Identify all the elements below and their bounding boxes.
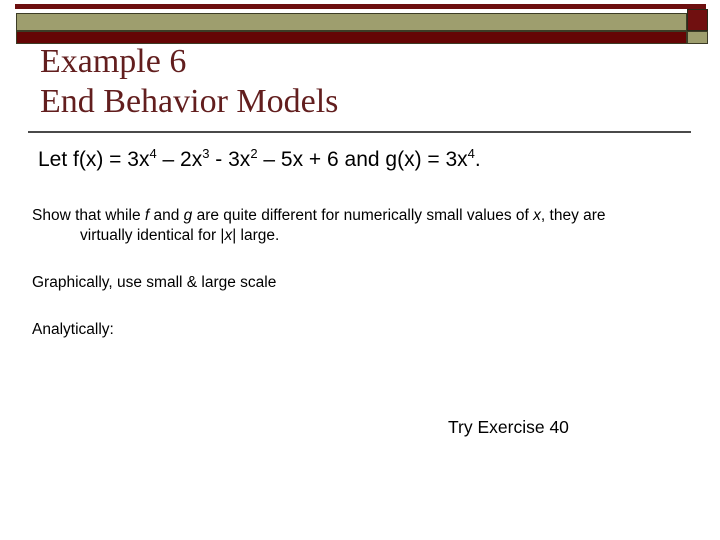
title-underline-rule (28, 131, 691, 133)
text-segment: , they are (540, 207, 606, 224)
text-segment: virtually identical for | (80, 226, 225, 244)
title-line-1: Example 6 (40, 43, 187, 80)
function-definitions-line (38, 141, 481, 173)
header-thin-maroon-bar (15, 4, 706, 9)
italic-x: x (533, 207, 541, 224)
text-segment: | large. (232, 226, 280, 244)
instruction-line-1 (32, 206, 682, 226)
exponent: 4 (467, 146, 475, 161)
text-segment: Show that while (32, 207, 145, 224)
formula-segment: Let f(x) = 3x (38, 148, 150, 171)
text-segment: and (149, 207, 184, 224)
instruction-paragraph (32, 206, 682, 245)
formula-segment: – 5x + 6 and g(x) = 3x (257, 148, 468, 171)
exponent: 4 (149, 146, 157, 161)
formula-segment: . (474, 148, 481, 171)
formula-segment: - 3x (209, 148, 251, 171)
exponent: 2 (250, 146, 258, 161)
header-tan-bar (16, 13, 687, 31)
italic-g: g (183, 207, 193, 224)
slide-title (40, 42, 338, 122)
try-exercise-note: Try Exercise 40 (448, 417, 569, 437)
exponent: 3 (202, 146, 210, 161)
analytically-line: Analytically: (32, 321, 114, 338)
text-segment: are quite different for numerically small values of (192, 207, 534, 224)
italic-x: x (224, 226, 233, 244)
header-maroon-square (687, 9, 708, 31)
graphically-line: Graphically, use small & large scale (32, 274, 277, 291)
header-tan-square (687, 31, 708, 44)
italic-f: f (144, 207, 150, 224)
instruction-line-2 (32, 226, 682, 246)
title-line-2: End Behavior Models (40, 83, 339, 120)
formula-segment: – 2x (156, 148, 203, 171)
